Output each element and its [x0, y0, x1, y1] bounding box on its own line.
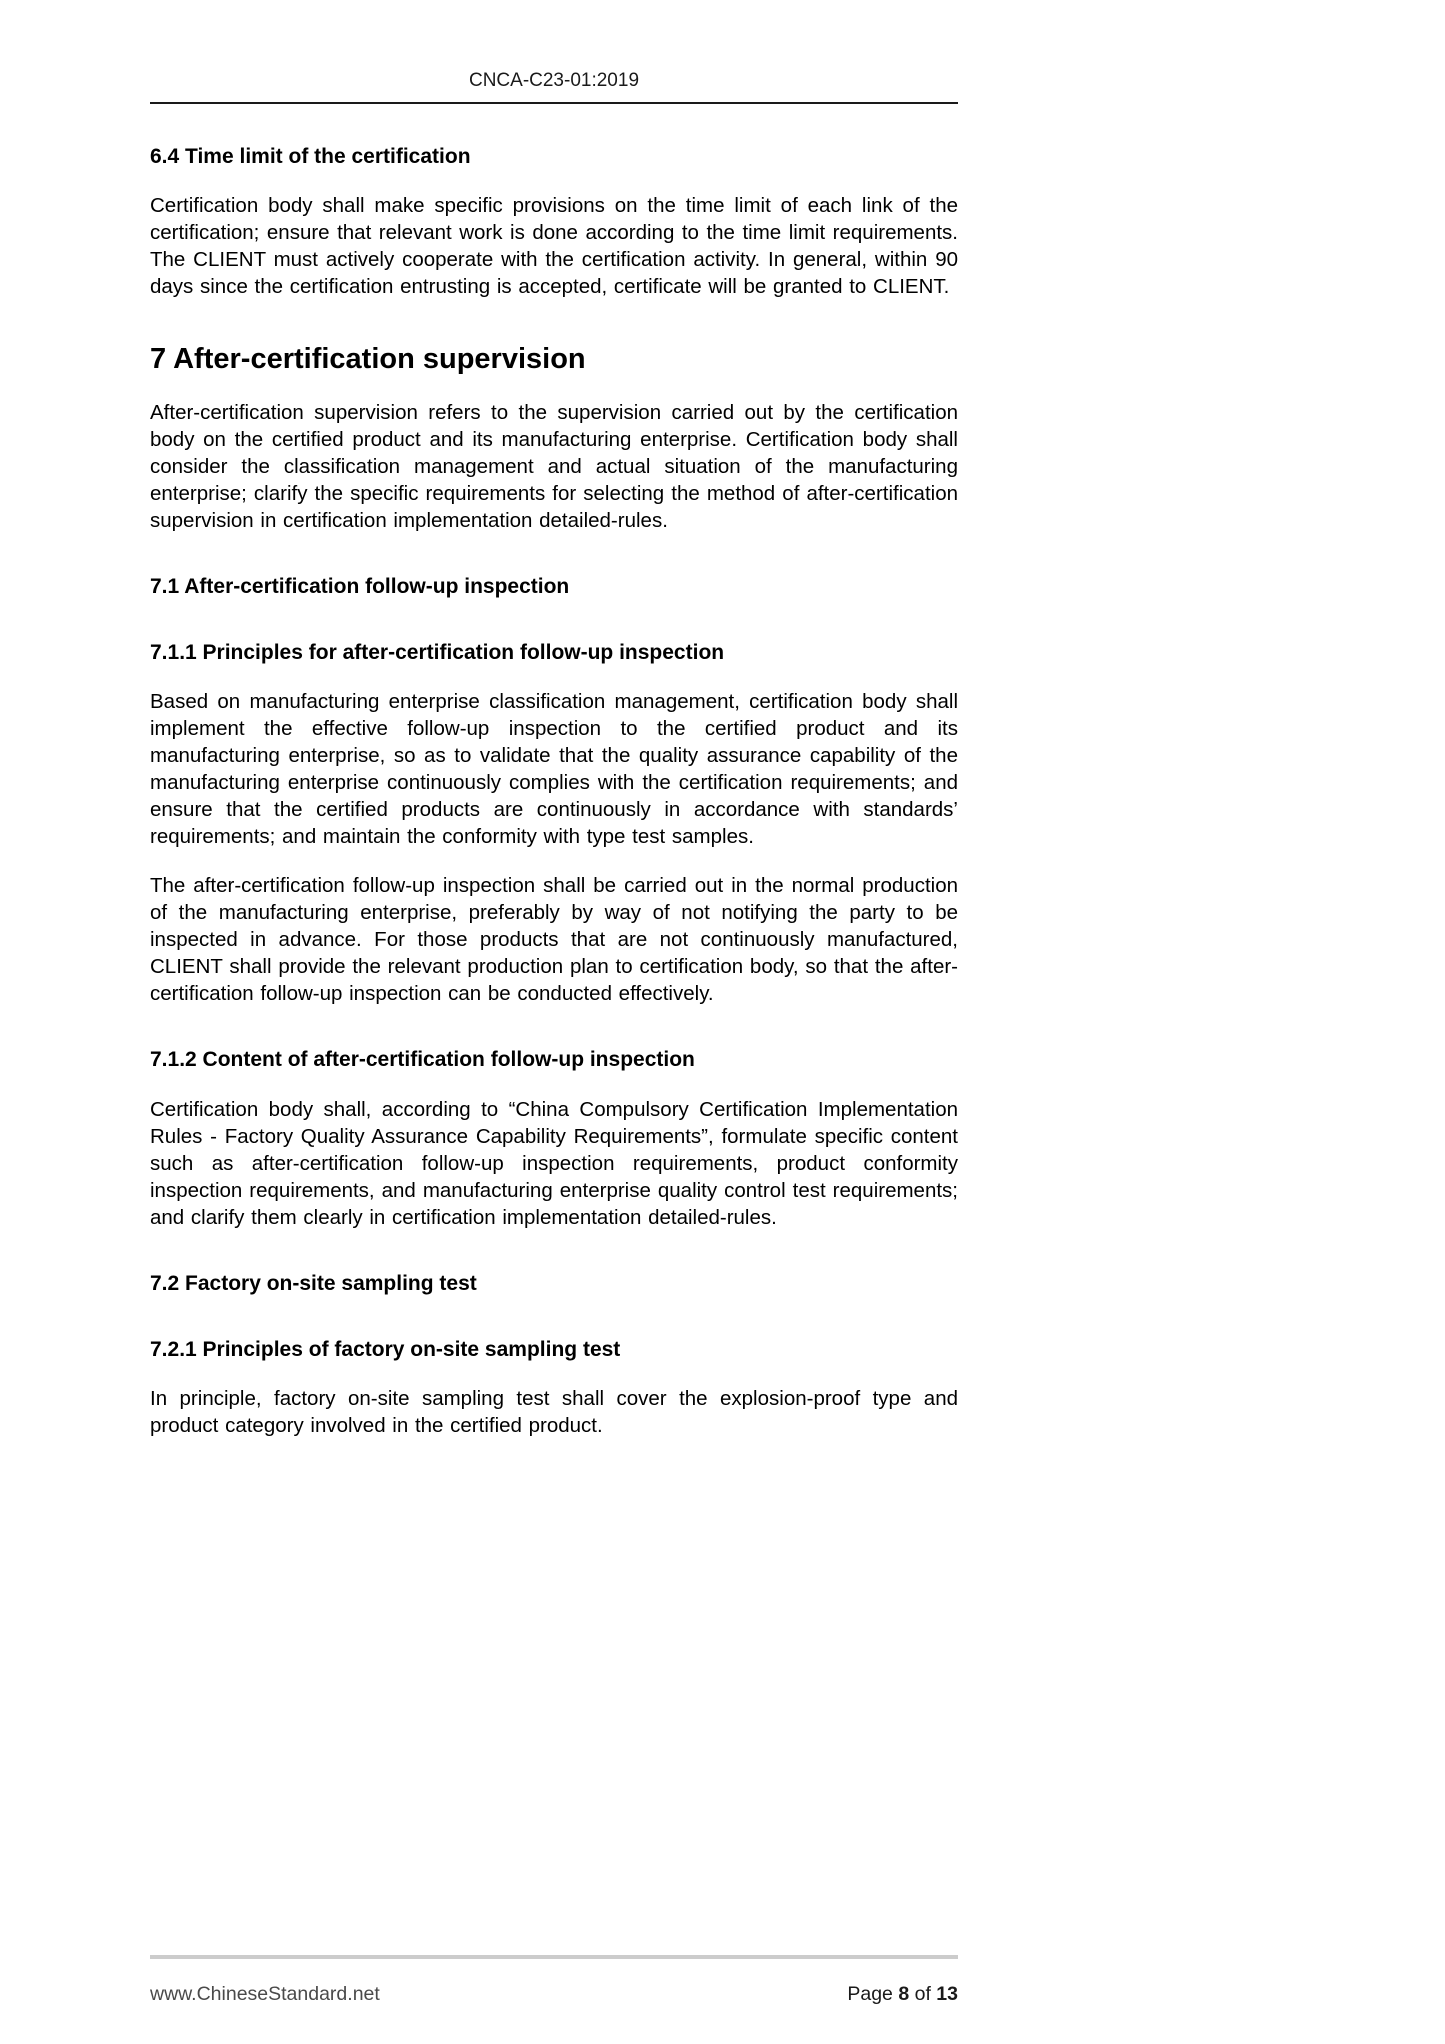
page-indicator [847, 1983, 958, 2006]
heading-7-1-1: 7.1.1 Principles for after-certification follow-up inspection [150, 641, 725, 665]
page-word: Page [847, 1982, 893, 2005]
paragraph-follow-up-principles-2: The after-certification follow-up inspection shall be carried out in the normal production of the manufacturing enterprise, preferably by way of not notifying the party to be inspected in advance. For those products that are not continuously manufactured, CLIENT shall provide the relevant production plan to certification body, so that the after-certification follow-up inspection can be conducted effectively. [150, 874, 958, 1006]
page-number: 8 [898, 1982, 910, 2005]
heading-6-4: 6.4 Time limit of the certification [150, 144, 471, 168]
document-header [150, 0, 958, 104]
heading-7-2-1: 7.2.1 Principles of factory on-site sampling test [150, 1337, 621, 1361]
heading-7-1-2: 7.1.2 Content of after-certification follow-up inspection [150, 1048, 695, 1072]
footer-divider [150, 1955, 958, 1959]
paragraph-follow-up-content: Certification body shall, according to “China Compulsory Certification Implementation Rules - Factory Quality Assurance Capability Requirements”, formulate specific content such as after-certification follow-up inspection requirements, product conformity inspection requirements, and manufacturing enterprise quality control test requirements; and clarify them clearly in certification implementation detailed-rules. [150, 1097, 958, 1229]
heading-7-1: 7.1 After-certification follow-up inspection [150, 574, 570, 598]
paragraph-follow-up-principles-1: Based on manufacturing enterprise classification management, certification body shall implement the effective follow-up inspection to the certified product and its manufacturing enterprise, so as to validate that the quality assurance capability of the manufacturing enterprise continuously complies with the certification requirements; and ensure that the certified products are continuously in accordance with standards’ requirements; and maintain the conformity with type test samples. [150, 690, 958, 849]
paragraph-time-limit: Certification body shall make specific provisions on the time limit of each link of the certification; ensure that relevant work is done according to the time limit requirements. The CLIENT must actively cooperate with the certification activity. In general, within 90 days since the certification entrusting is accepted, certificate will be granted to CLIENT. [150, 194, 958, 299]
paragraph-sampling-principles: In principle, factory on-site sampling test shall cover the explosion-proof type and product category involved in the certified product. [150, 1387, 958, 1438]
document-header-title: CNCA-C23-01:2019 [468, 70, 640, 91]
paragraph-supervision-intro: After-certification supervision refers to the supervision carried out by the certification body on the certified product and its manufacturing enterprise. Certification body shall consider the classification management and actual situation of the manufacturing enterprise; clarify the specific requirements for selecting the method of after-certification supervision in certification implementation detailed-rules. [150, 400, 958, 532]
heading-7-2: 7.2 Factory on-site sampling test [150, 1271, 477, 1295]
of-word: of [914, 1982, 931, 2005]
footer-row [150, 1983, 958, 2006]
heading-7: 7 After-certification supervision [150, 343, 586, 376]
content-column [150, 0, 958, 1439]
footer-site-link[interactable]: www.ChineseStandard.net [150, 1982, 380, 2005]
document-footer [150, 1955, 958, 2006]
page-total: 13 [936, 1982, 958, 2005]
